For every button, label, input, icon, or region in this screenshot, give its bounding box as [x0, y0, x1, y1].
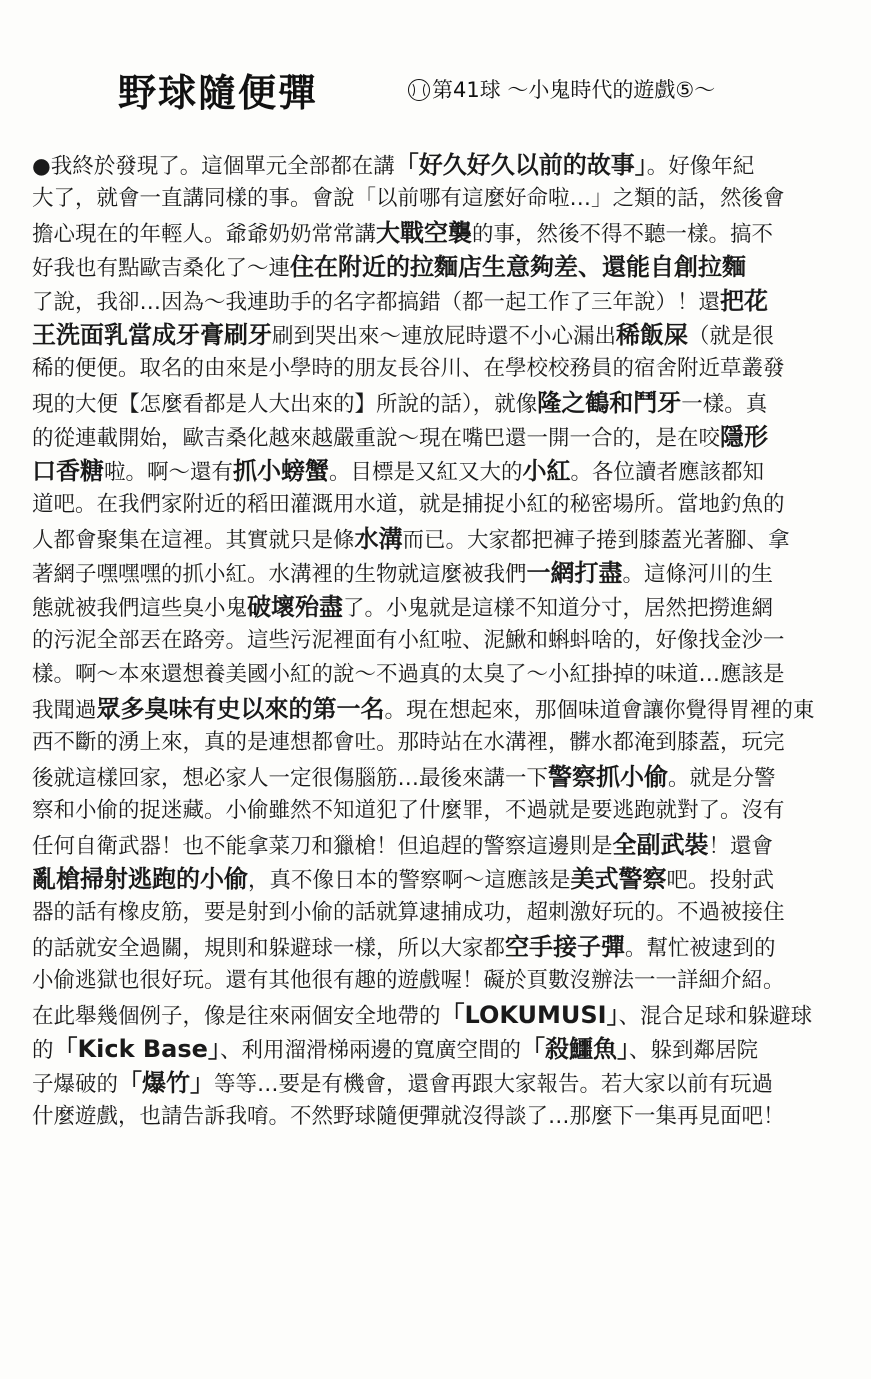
text-line: [32, 896, 858, 930]
text-line: [32, 318, 858, 352]
emphasis-text: 亂槍掃射逃跑的小偷: [32, 865, 248, 893]
text-run: 好我也有點歐吉桑化了～連: [32, 256, 291, 281]
text-run: 一樣。真: [681, 392, 768, 417]
text-line: [32, 216, 858, 250]
text-run: 的: [32, 1038, 54, 1063]
emphasis-text: 「殺鱷魚」: [520, 1035, 629, 1063]
emphasis-text: 水溝: [354, 525, 403, 553]
text-run: 現的大便【怎麼看都是人大出來的】所說的話），就像: [32, 392, 538, 417]
text-run: 樣。啊～本來還想養美國小紅的說～不過真的太臭了～小紅掛掉的味道…應該是: [32, 662, 785, 687]
text-run: ！還會: [708, 834, 774, 859]
emphasis-text: 小紅: [522, 457, 571, 485]
text-run: 小偷逃獄也很好玩。還有其他很有趣的遊戲喔！礙於頁數沒辦法一一詳細介紹。: [32, 968, 785, 993]
text-run: 稀的便便。取名的由來是小學時的朋友長谷川、在學校校務員的宿舍附近草叢發: [32, 356, 785, 381]
text-line: [32, 454, 858, 488]
text-run: 人都會聚集在這裡。其實就只是條: [32, 528, 355, 553]
text-line: [32, 998, 858, 1032]
text-line: [32, 556, 858, 590]
text-run: 察和小偷的捉迷藏。小偷雖然不知道犯了什麼罪，不過就是要逃跑就對了。沒有: [32, 798, 785, 823]
text-line: [32, 148, 858, 182]
text-run: 西不斷的湧上來，真的是連想都會吐。那時站在水溝裡，髒水都淹到膝蓋，玩完: [32, 730, 785, 755]
text-line: [32, 658, 858, 692]
text-run: 的從連載開始，歐吉桑化越來越嚴重說～現在嘴巴還一開一合的，是在咬: [32, 426, 721, 451]
text-line: [32, 964, 858, 998]
text-run: （就是很: [688, 324, 775, 349]
emphasis-text: 「LOKUMUSI」: [440, 1001, 619, 1029]
text-line: [32, 182, 858, 216]
emphasis-text: 抓小螃蟹: [233, 457, 330, 485]
text-run: 吧。投射武: [666, 868, 775, 893]
text-line: [32, 930, 858, 964]
emphasis-text: 隱形: [720, 423, 769, 451]
emphasis-text: 美式警察: [570, 865, 667, 893]
text-run: 。好像年紀: [646, 154, 755, 179]
text-run: 。各位讀者應該都知: [570, 460, 765, 485]
text-run: 而已。大家都把褲子捲到膝蓋光著腳、拿: [402, 528, 790, 553]
article-body: [32, 148, 858, 1134]
chapter-label: 第41球 ～小鬼時代的遊戲⑤～: [432, 78, 716, 102]
text-line: [32, 522, 858, 556]
emphasis-text: 稀飯屎: [616, 321, 689, 349]
text-line: [32, 488, 858, 522]
text-line: [32, 386, 858, 420]
baseball-icon: [408, 79, 430, 101]
text-run: 。幫忙被逮到的: [625, 936, 776, 961]
text-run: 道吧。在我們家附近的稻田灌溉用水道，就是捕捉小紅的秘密場所。當地釣魚的: [32, 492, 785, 517]
text-run: 了。小鬼就是這樣不知道分寸，居然把撈進網: [343, 596, 774, 621]
text-run: 在此舉幾個例子，像是往來兩個安全地帶的: [32, 1004, 441, 1029]
text-line: [32, 284, 858, 318]
text-run: 。就是分警: [668, 766, 776, 791]
text-line: [32, 794, 858, 828]
text-line: [32, 420, 858, 454]
emphasis-text: 隆之鶴和鬥牙: [537, 389, 682, 417]
text-run: 、混合足球和躲避球: [618, 1004, 813, 1029]
text-line: [32, 624, 858, 658]
text-line: [32, 590, 858, 624]
text-run: 等等…要是有機會，還會再跟大家報告。若大家以前有玩過: [214, 1072, 774, 1097]
text-run: 刷到哭出來～連放屁時還不小心漏出: [272, 324, 617, 349]
text-run: 著網子嘿嘿嘿的抓小紅。水溝裡的生物就這麼被我們: [32, 562, 527, 587]
emphasis-text: 「好久好久以前的故事」: [394, 151, 647, 179]
text-run: ●我終於發現了。這個單元全部都在講: [32, 154, 395, 179]
text-line: [32, 250, 858, 284]
text-run: 。現在想起來，那個味道會讓你覺得胃裡的東: [384, 698, 815, 723]
emphasis-text: 「Kick Base」: [53, 1035, 220, 1063]
emphasis-text: 把花: [720, 287, 769, 315]
emphasis-text: 口香糖: [32, 457, 104, 485]
emphasis-text: 破壞殆盡: [247, 593, 344, 621]
text-run: 子爆破的: [32, 1072, 119, 1097]
text-run: 、利用溜滑梯兩邊的寬廣空間的: [219, 1038, 521, 1063]
text-line: [32, 1066, 858, 1100]
emphasis-text: 空手接子彈: [505, 933, 626, 961]
text-run: 。目標是又紅又大的: [329, 460, 523, 485]
text-run: 大了，就會一直講同樣的事。會說「以前哪有這麼好命啦…」之類的話，然後會: [32, 186, 785, 211]
emphasis-text: 眾多臭味有史以來的第一名: [96, 695, 385, 723]
page-title: 野球隨便彈: [118, 70, 319, 115]
text-run: 的事，然後不得不聽一樣。搞不: [472, 222, 774, 247]
text-run: 的話就安全過關，規則和躲避球一樣，所以大家都: [32, 936, 506, 961]
text-run: 擔心現在的年輕人。爺爺奶奶常常講: [32, 222, 377, 247]
text-run: ，真不像日本的警察啊～這應該是: [248, 868, 571, 893]
text-line: [32, 828, 858, 862]
emphasis-text: 住在附近的拉麵店生意夠差、還能自創拉麵: [290, 253, 747, 281]
emphasis-text: 一網打盡: [526, 559, 623, 587]
text-line: [32, 1032, 858, 1066]
text-run: 、躲到鄰居院: [628, 1038, 758, 1063]
text-run: 的污泥全部丟在路旁。這些污泥裡面有小紅啦、泥鰍和蝌蚪啥的，好像找金沙一: [32, 628, 785, 653]
text-line: [32, 862, 858, 896]
text-run: 任何自衛武器！也不能拿菜刀和獵槍！但追趕的警察這邊則是: [32, 834, 613, 859]
text-run: 後就這樣回家，想必家人一定很傷腦筋…最後來講一下: [32, 766, 549, 791]
text-line: [32, 726, 858, 760]
emphasis-text: 全副武裝: [612, 831, 709, 859]
text-run: 啦。啊～還有: [104, 460, 234, 485]
text-run: 了說，我卻…因為～我連助手的名字都搞錯（都一起工作了三年說）！還: [32, 290, 721, 315]
emphasis-text: 警察抓小偷: [548, 763, 669, 791]
emphasis-text: 大戰空襲: [376, 219, 473, 247]
text-run: 。這條河川的生: [622, 562, 774, 587]
text-line: [32, 352, 858, 386]
emphasis-text: 王洗面乳當成牙膏刷牙: [32, 321, 272, 349]
text-run: 什麼遊戲，也請告訴我唷。不然野球隨便彈就沒得談了…那麼下一集再見面吧！: [32, 1104, 785, 1129]
text-line: [32, 1100, 858, 1134]
text-line: [32, 760, 858, 794]
emphasis-text: 「爆竹」: [118, 1069, 215, 1097]
text-line: [32, 692, 858, 726]
text-run: 態就被我們這些臭小鬼: [32, 596, 248, 621]
chapter-subtitle: [408, 74, 715, 104]
text-run: 器的話有橡皮筋，要是射到小偷的話就算逮捕成功，超刺激好玩的。不過被接住: [32, 900, 785, 925]
text-run: 我聞過: [32, 698, 97, 723]
